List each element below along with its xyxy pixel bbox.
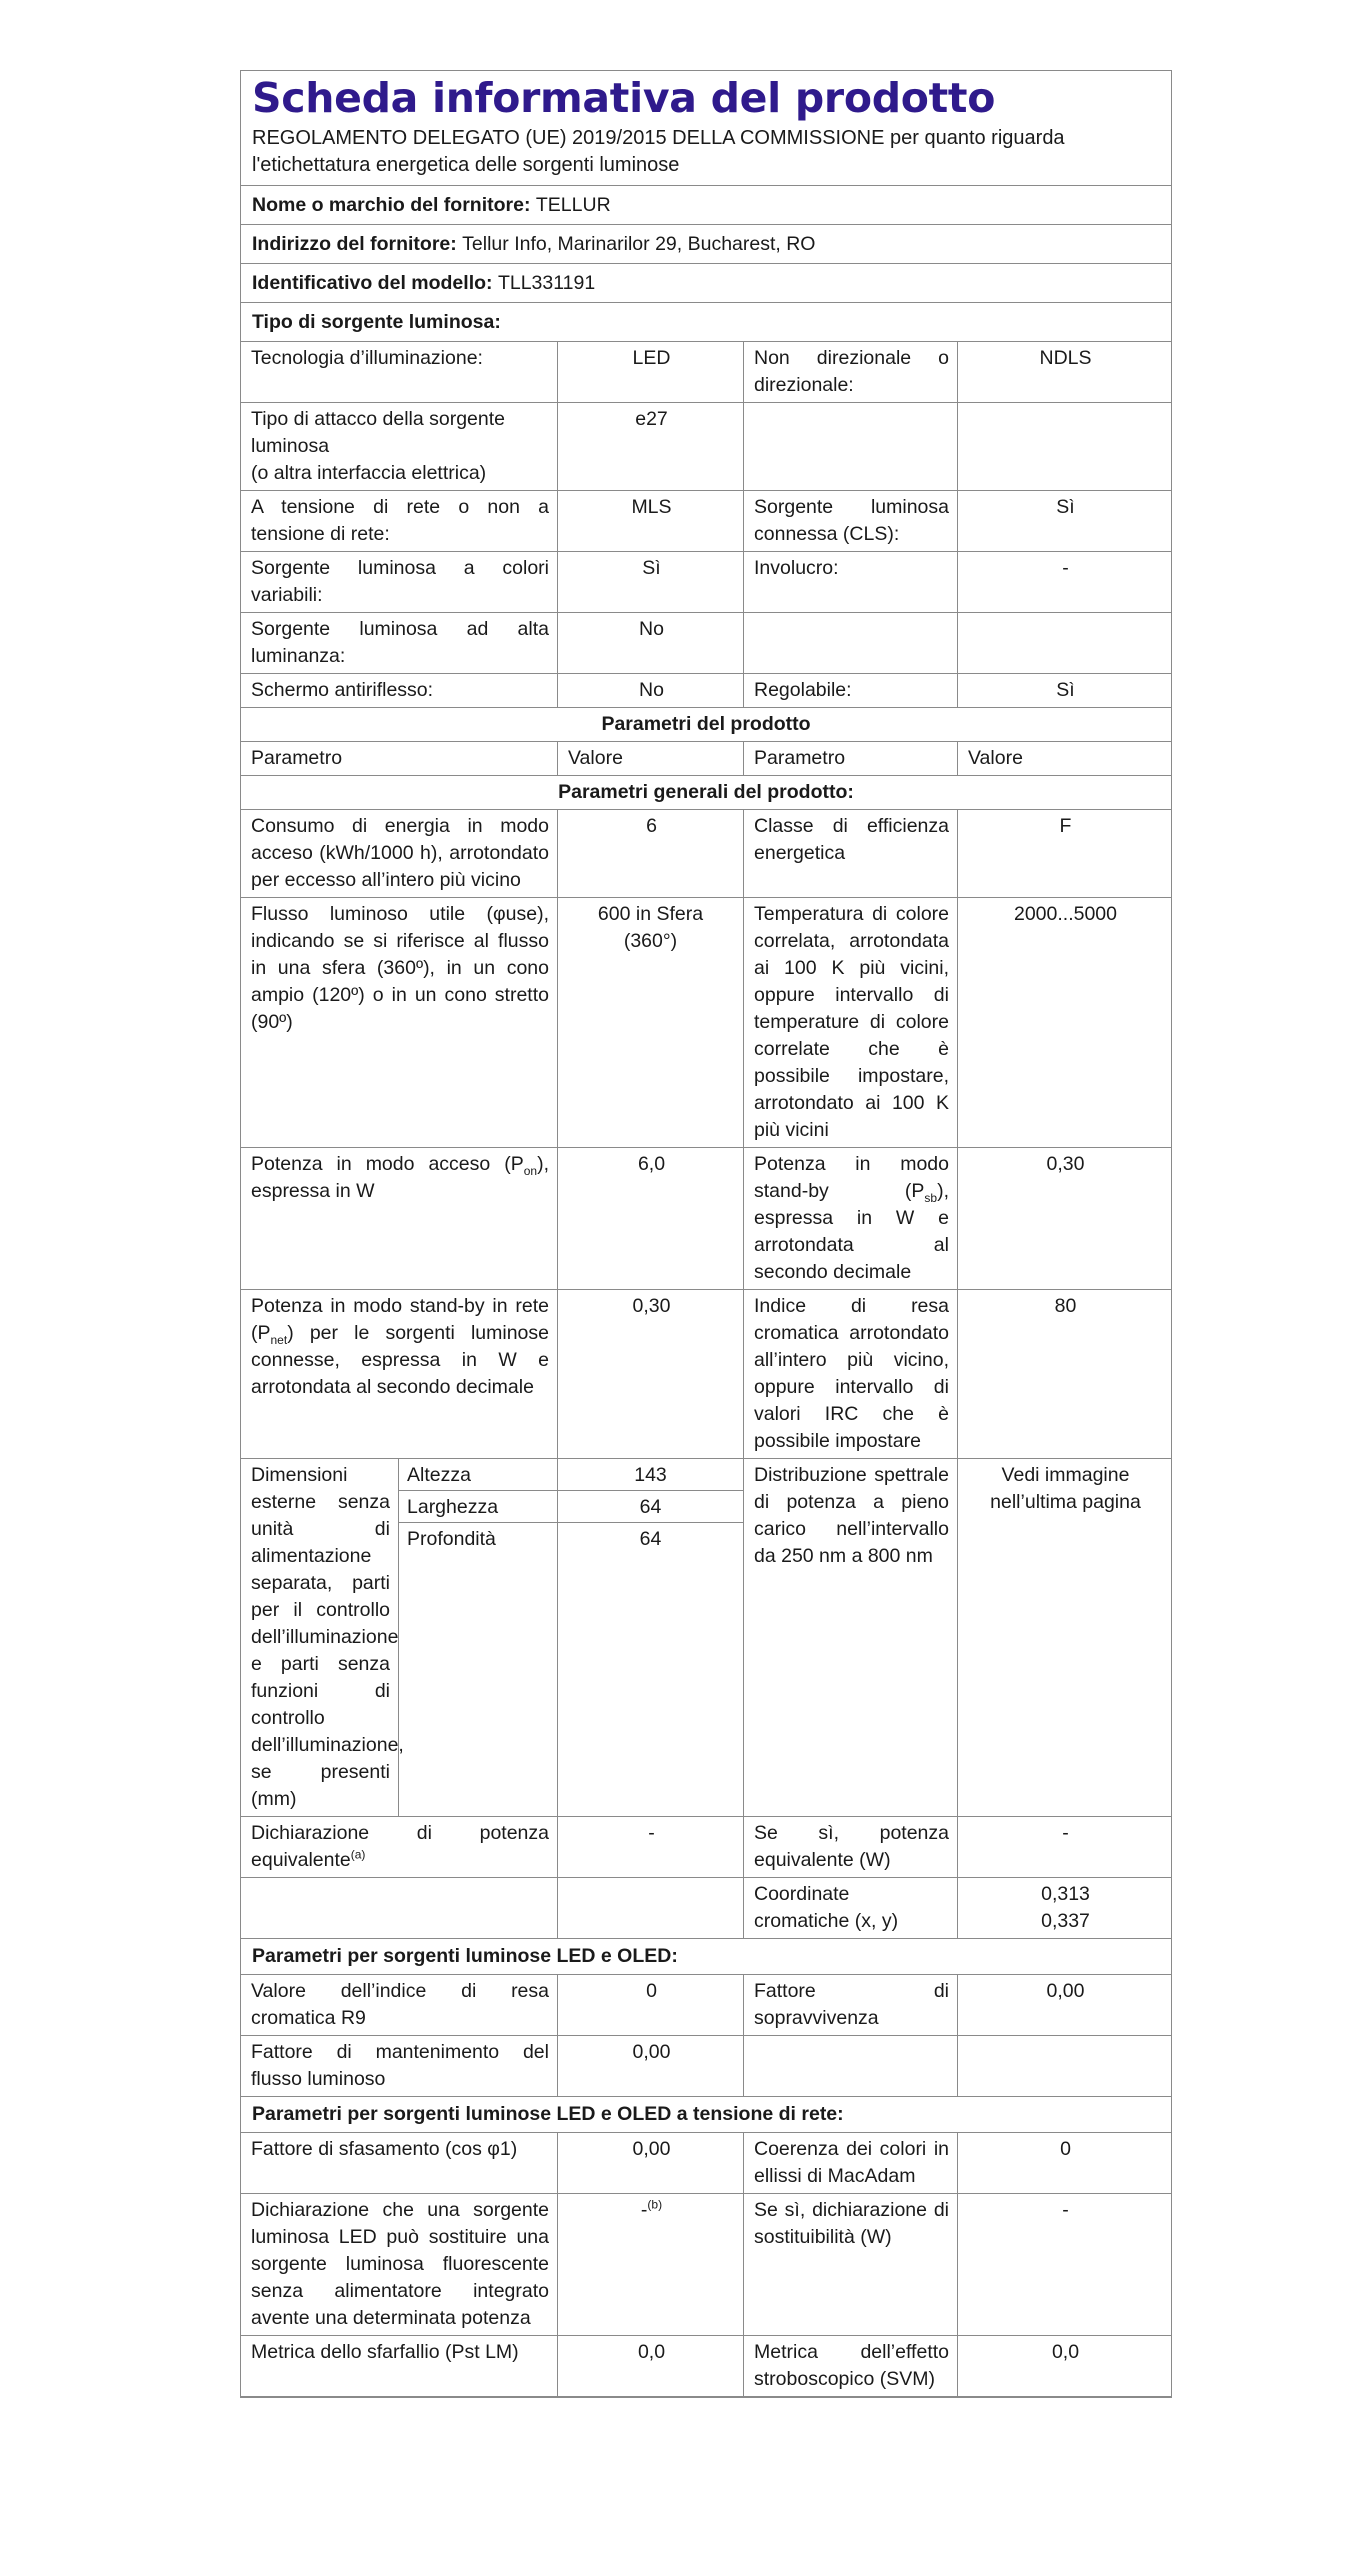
label-part: Potenza in modo stand-by (P: [754, 1153, 949, 1202]
row-value: [558, 1878, 744, 1938]
label-part: ), espressa in W: [251, 1153, 549, 1202]
light-source-type-label: Tipo di sorgente luminosa:: [252, 311, 501, 333]
row-label: Valore dell’indice di resa cromatica R9: [241, 1975, 558, 2035]
dimension-depth-label: Profondità: [407, 1528, 496, 1550]
row-value: No: [558, 613, 744, 673]
column-header: Parametro: [744, 742, 958, 775]
supplier-address-row: [241, 225, 1171, 264]
table-row: [241, 613, 1171, 674]
table-row: [241, 2133, 1171, 2194]
row-value: 0,30: [1046, 1153, 1085, 1175]
row-label: Sorgente luminosa connessa (CLS):: [744, 491, 958, 551]
led-mains-params-heading: Parametri per sorgenti luminose LED e OLED a tensione di rete:: [241, 2097, 1171, 2133]
regulation-subtitle: REGOLAMENTO DELEGATO (UE) 2019/2015 DELLA COMMISSIONE per quanto riguarda l'etichettatura energetica delle sorgenti luminose: [241, 123, 1171, 186]
label-part: Dichiarazione di potenza equivalente: [251, 1822, 549, 1871]
row-label: Se sì, dichiarazione di sostituibilità (W): [744, 2194, 958, 2335]
footnote-mark: (b): [647, 2197, 663, 2212]
dimension-width-value: 64: [558, 1491, 743, 1523]
row-value: 0,00: [1046, 1980, 1085, 2002]
row-value: 0,30: [558, 1290, 744, 1458]
row-label: Schermo antiriflesso:: [241, 674, 558, 707]
table-row: [241, 2036, 1171, 2097]
row-value: e27: [558, 403, 744, 490]
model-id-value: TLL331191: [497, 272, 596, 294]
row-label: [241, 1290, 558, 1458]
row-value: 0,0: [558, 2336, 744, 2396]
product-info-sheet: [240, 70, 1172, 2398]
row-label: [744, 2036, 958, 2096]
supplier-name-row: [241, 186, 1171, 225]
footnote-mark: (a): [350, 1847, 366, 1862]
row-label: [241, 403, 558, 490]
row-value: No: [558, 674, 744, 707]
led-params-heading: Parametri per sorgenti luminose LED e OLED:: [241, 1939, 1171, 1975]
row-value: Sì: [1056, 496, 1075, 518]
product-params-heading: Parametri del prodotto: [241, 708, 1171, 742]
table-row: [241, 1148, 1171, 1290]
row-value: 6,0: [558, 1148, 744, 1289]
row-label: [744, 403, 958, 490]
model-id-row: [241, 264, 1171, 303]
table-header-row: [241, 742, 1171, 776]
row-value: F: [1059, 815, 1072, 837]
row-value: [558, 2194, 744, 2335]
row-label: Fattore di mantenimento del flusso luminoso: [241, 2036, 558, 2096]
row-value: [958, 613, 1171, 673]
table-row: [241, 403, 1171, 491]
row-value: Sì: [1056, 679, 1075, 701]
row-value: Vedi immagine nell’ultima pagina: [990, 1464, 1141, 1513]
label-part: ) per le sorgenti luminose connesse, espressa in W e arrotondata al secondo decimale: [251, 1322, 549, 1398]
value-part: -: [640, 2199, 648, 2221]
table-row: [241, 552, 1171, 613]
table-row: [241, 810, 1171, 898]
table-row: [241, 1290, 1171, 1459]
row-label: Indice di resa cromatica arrotondato all’intero più vicino, oppure intervallo di valori IRC che è possibile impostare: [744, 1290, 958, 1458]
row-value: 0,00: [558, 2036, 744, 2096]
table-row: [241, 1817, 1171, 1878]
row-label: Distribuzione spettrale di potenza a pieno carico nell’intervallo da 250 nm a 800 nm: [744, 1459, 958, 1816]
supplier-name-label: Nome o marchio del fornitore:: [252, 194, 531, 216]
label-part: Potenza in modo acceso (P: [251, 1153, 524, 1175]
chromaticity-y: 0,337: [1041, 1910, 1090, 1932]
row-label: [241, 1878, 558, 1938]
label-subscript: net: [270, 1332, 288, 1347]
row-label: Coerenza dei colori in ellissi di MacAdam: [744, 2133, 958, 2193]
row-value: -: [1062, 1822, 1069, 1844]
chromaticity-x: 0,313: [1041, 1883, 1090, 1905]
row-label: [744, 1148, 958, 1289]
row-label: [241, 1817, 558, 1877]
row-label: Dichiarazione che una sorgente luminosa LED può sostituire una sorgente luminosa fluorescente senza alimentatore integrato avente una determinata potenza: [241, 2194, 558, 2335]
row-label: [744, 613, 958, 673]
row-label: Metrica dello sfarfallio (Pst LM): [241, 2336, 558, 2396]
row-label: Fattore di sfasamento (cos φ1): [241, 2133, 558, 2193]
page-title: Scheda informativa del prodotto: [252, 74, 996, 122]
row-value: 80: [1054, 1295, 1077, 1317]
table-row: [241, 491, 1171, 552]
row-value: Sì: [558, 552, 744, 612]
row-value: 0: [558, 1975, 744, 2035]
row-value: [958, 2036, 1171, 2096]
supplier-name-value: TELLUR: [535, 194, 611, 216]
table-row: [241, 1975, 1171, 2036]
label-subscript: on: [523, 1163, 538, 1178]
dimension-values: [558, 1459, 744, 1816]
supplier-address-value: Tellur Info, Marinarilor 29, Bucharest, RO: [462, 233, 816, 255]
label-subscript: sb: [924, 1190, 938, 1205]
row-value: -: [1062, 2199, 1069, 2221]
model-id-label: Identificativo del modello:: [252, 272, 493, 294]
row-label-main: Tipo di attacco della sorgente luminosa: [251, 408, 506, 457]
row-label: Tecnologia d’illuminazione:: [241, 342, 558, 402]
row-label: Coordinate cromatiche (x, y): [744, 1878, 958, 1938]
table-row: [241, 898, 1171, 1148]
row-label: Involucro:: [744, 552, 958, 612]
row-label: Sorgente luminosa a colori variabili:: [241, 552, 558, 612]
row-value: [958, 403, 1171, 490]
dimension-height-label: Altezza: [399, 1459, 557, 1491]
row-label: Classe di efficienza energetica: [744, 810, 958, 897]
row-value: 0: [1060, 2138, 1071, 2160]
row-label: A tensione di rete o non a tensione di rete:: [241, 491, 558, 551]
row-label: Fattore di sopravvivenza: [744, 1975, 958, 2035]
row-label: Flusso luminoso utile (φuse), indicando se si riferisce al flusso in una sfera (360º), in un cono ampio (120º) o in un cono stretto (90º): [241, 898, 558, 1147]
row-value: 0,00: [558, 2133, 744, 2193]
table-row: [241, 1878, 1171, 1939]
row-label: Non direzionale o direzionale:: [744, 342, 958, 402]
row-label-note: (o altra interfaccia elettrica): [251, 462, 487, 484]
table-row: [241, 674, 1171, 708]
row-value: -: [1062, 557, 1069, 579]
row-label: Se sì, potenza equivalente (W): [744, 1817, 958, 1877]
table-row: [241, 2194, 1171, 2336]
row-value: -: [558, 1817, 744, 1877]
row-label: Temperatura di colore correlata, arrotondata ai 100 K più vicini, oppure intervallo di temperature di colore correlate che è possibile impostare, arrotondato ai 100 K più vicini: [744, 898, 958, 1147]
general-params-heading: Parametri generali del prodotto:: [241, 776, 1171, 810]
row-value: 6: [558, 810, 744, 897]
row-label: Consumo di energia in modo acceso (kWh/1000 h), arrotondato per eccesso all’intero più vicino: [241, 810, 558, 897]
dimensions-row: [241, 1459, 1171, 1817]
label-part: ), espressa in W e arrotondata al secondo decimale: [754, 1180, 949, 1283]
label-part: Potenza in modo stand-by in rete (P: [251, 1295, 549, 1344]
column-header: Valore: [968, 747, 1023, 769]
row-value: NDLS: [1039, 347, 1092, 369]
column-header: Valore: [558, 742, 744, 775]
row-label: Regolabile:: [744, 674, 958, 707]
dimension-width-label: Larghezza: [399, 1491, 557, 1523]
dimension-depth-value: 64: [639, 1528, 662, 1550]
light-source-type-row: [241, 303, 1171, 342]
row-value: 0,0: [1051, 2341, 1080, 2363]
table-row: [241, 2336, 1171, 2397]
dimension-height-value: 143: [558, 1459, 743, 1491]
supplier-address-label: Indirizzo del fornitore:: [252, 233, 457, 255]
row-value: 2000...5000: [1013, 903, 1117, 925]
table-row: [241, 342, 1171, 403]
chromaticity-values: [958, 1878, 1171, 1938]
row-label: Metrica dell’effetto stroboscopico (SVM): [744, 2336, 958, 2396]
row-label: Sorgente luminosa ad alta luminanza:: [241, 613, 558, 673]
dimension-names: [399, 1459, 558, 1816]
row-value: LED: [558, 342, 744, 402]
row-value: 600 in Sfera (360°): [558, 898, 744, 1147]
row-label: [241, 1148, 558, 1289]
dimensions-label: Dimensioni esterne senza unità di alimentazione separata, parti per il controllo dell’illuminazione e parti senza funzioni di controllo dell’illuminazione, se presenti (mm): [241, 1459, 399, 1816]
column-header: Parametro: [241, 742, 558, 775]
row-value: MLS: [558, 491, 744, 551]
